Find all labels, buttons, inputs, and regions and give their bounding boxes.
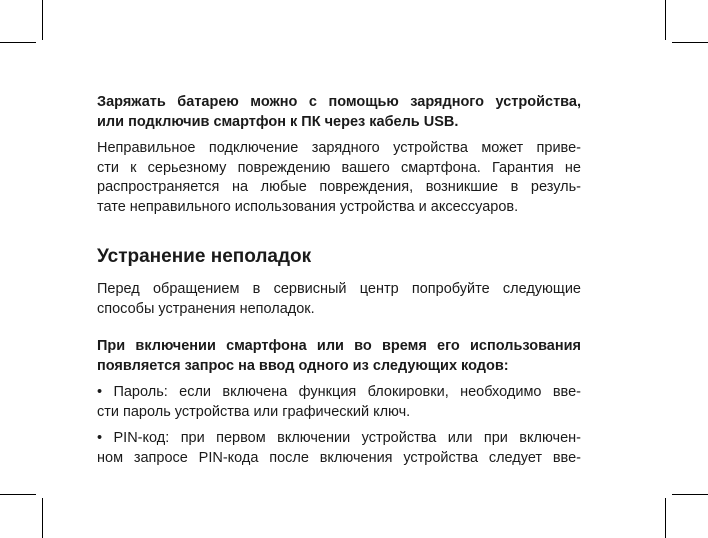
code-request-subheading: [97, 337, 581, 376]
bullet-line: сти пароль устройства или графический ключ.: [97, 403, 411, 420]
subheading-line: появляется запрос на ввод одного из следующих кодов:: [97, 357, 509, 374]
crop-mark: [42, 498, 43, 538]
charging-warning: [97, 139, 581, 217]
bullet-password: [97, 383, 581, 422]
crop-mark: [42, 0, 43, 40]
section-heading: Устранение неполадок: [97, 246, 312, 267]
bullet-line: • Пароль: если включена функция блокировки, необходимо вве-: [97, 384, 581, 400]
charging-bold-line: или подключив смартфон к ПК через кабель USB.: [97, 113, 459, 130]
intro-line: Перед обращением в сервисный центр попробуйте следующие: [97, 281, 581, 297]
subheading-line: При включении смартфона или во время его использования: [97, 338, 581, 354]
crop-mark: [0, 42, 36, 43]
manual-page-text: [97, 93, 581, 468]
crop-mark: [672, 494, 708, 495]
crop-mark: [665, 0, 666, 40]
crop-mark: [665, 498, 666, 538]
warning-line: тате неправильного использования устройства и аксессуаров.: [97, 198, 519, 215]
bullet-pin-code: [97, 429, 581, 468]
charging-bold-line: Заряжать батарею можно с помощью зарядного устройства,: [97, 94, 581, 110]
warning-line: сти к серьезному повреждению вашего смартфона. Гарантия не: [97, 159, 581, 176]
intro-line: способы устранения неполадок.: [97, 300, 315, 317]
bullet-line: ном запросе PIN-кода после включения устройства следует вве-: [97, 449, 581, 466]
warning-line: распространяется на любые повреждения, возникшие в резуль-: [97, 179, 581, 195]
troubleshooting-intro: [97, 280, 581, 319]
charging-note: [97, 93, 581, 217]
bullet-line: • PIN-код: при первом включении устройства или при включен-: [97, 430, 581, 446]
crop-mark: [0, 494, 36, 495]
crop-mark: [672, 42, 708, 43]
warning-line: Неправильное подключение зарядного устройства может приве-: [97, 140, 581, 156]
